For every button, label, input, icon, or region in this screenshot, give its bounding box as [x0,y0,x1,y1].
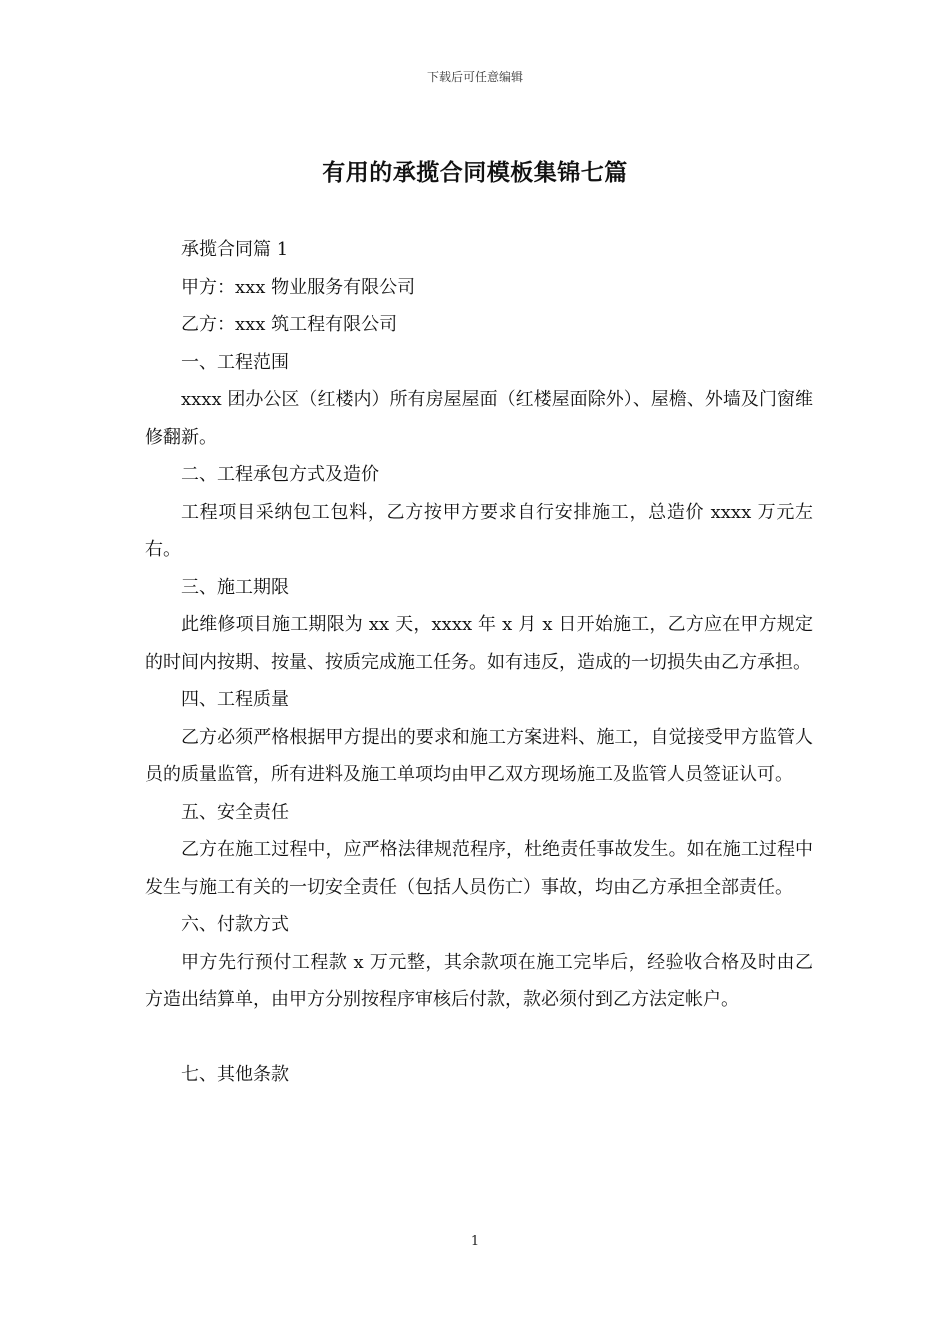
paragraph-spacer [145,1019,813,1057]
clause-text-contract-price: 工程项目采纳包工包料，乙方按甲方要求自行安排施工，总造价 xxxx 万元左右。 [145,501,813,560]
clause-text-payment: 甲方先行预付工程款 x 万元整，其余款项在施工完毕后，经验收合格及时由乙方造出结算单，由甲方分别按程序审核后付款，款必须付到乙方法定帐户。 [145,951,813,1010]
clause-text-schedule: 此维修项目施工期限为 xx 天，xxxx 年 x 月 x 日开始施工，乙方应在甲方规定的时间内按期、按量、按质完成施工任务。如有违反，造成的一切损失由乙方承担。 [145,614,813,673]
page-header-note: 下载后可任意编辑 [426,70,523,84]
paragraph-party-b: 乙方：xxx 筑工程有限公司 [181,314,398,335]
clause-text-scope: xxxx 团办公区（红楼内）所有房屋屋面（红楼屋面除外）、屋檐、外墙及门窗维修翻新。 [145,389,813,448]
clause-heading-quality: 四、工程质量 [181,689,289,710]
clause-heading-payment: 六、付款方式 [181,914,289,935]
clause-heading-contract-price: 二、工程承包方式及造价 [181,464,379,485]
clause-heading-other: 七、其他条款 [181,1064,289,1085]
page-number: 1 [470,1234,480,1249]
clause-heading-schedule: 三、施工期限 [181,576,289,598]
clause-text-quality: 乙方必须严格根据甲方提出的要求和施工方案进料、施工，自觉接受甲方监管人员的质量监管，所有进料及施工单项均由甲乙双方现场施工及监管人员签证认可。 [145,726,813,785]
paragraph-party-a: 甲方：xxx 物业服务有限公司 [181,276,416,298]
document-body [145,231,813,1094]
paragraph-section-heading: 承揽合同篇 1 [181,239,289,260]
clause-text-safety: 乙方在施工过程中，应严格法律规范程序，杜绝责任事故发生。如在施工过程中发生与施工有关的一切安全责任（包括人员伤亡）事故，均由乙方承担全部责任。 [145,839,813,898]
clause-heading-scope: 一、工程范围 [181,351,289,373]
document-title: 有用的承揽合同模板集锦七篇 [322,159,628,186]
clause-heading-safety: 五、安全责任 [181,801,289,823]
